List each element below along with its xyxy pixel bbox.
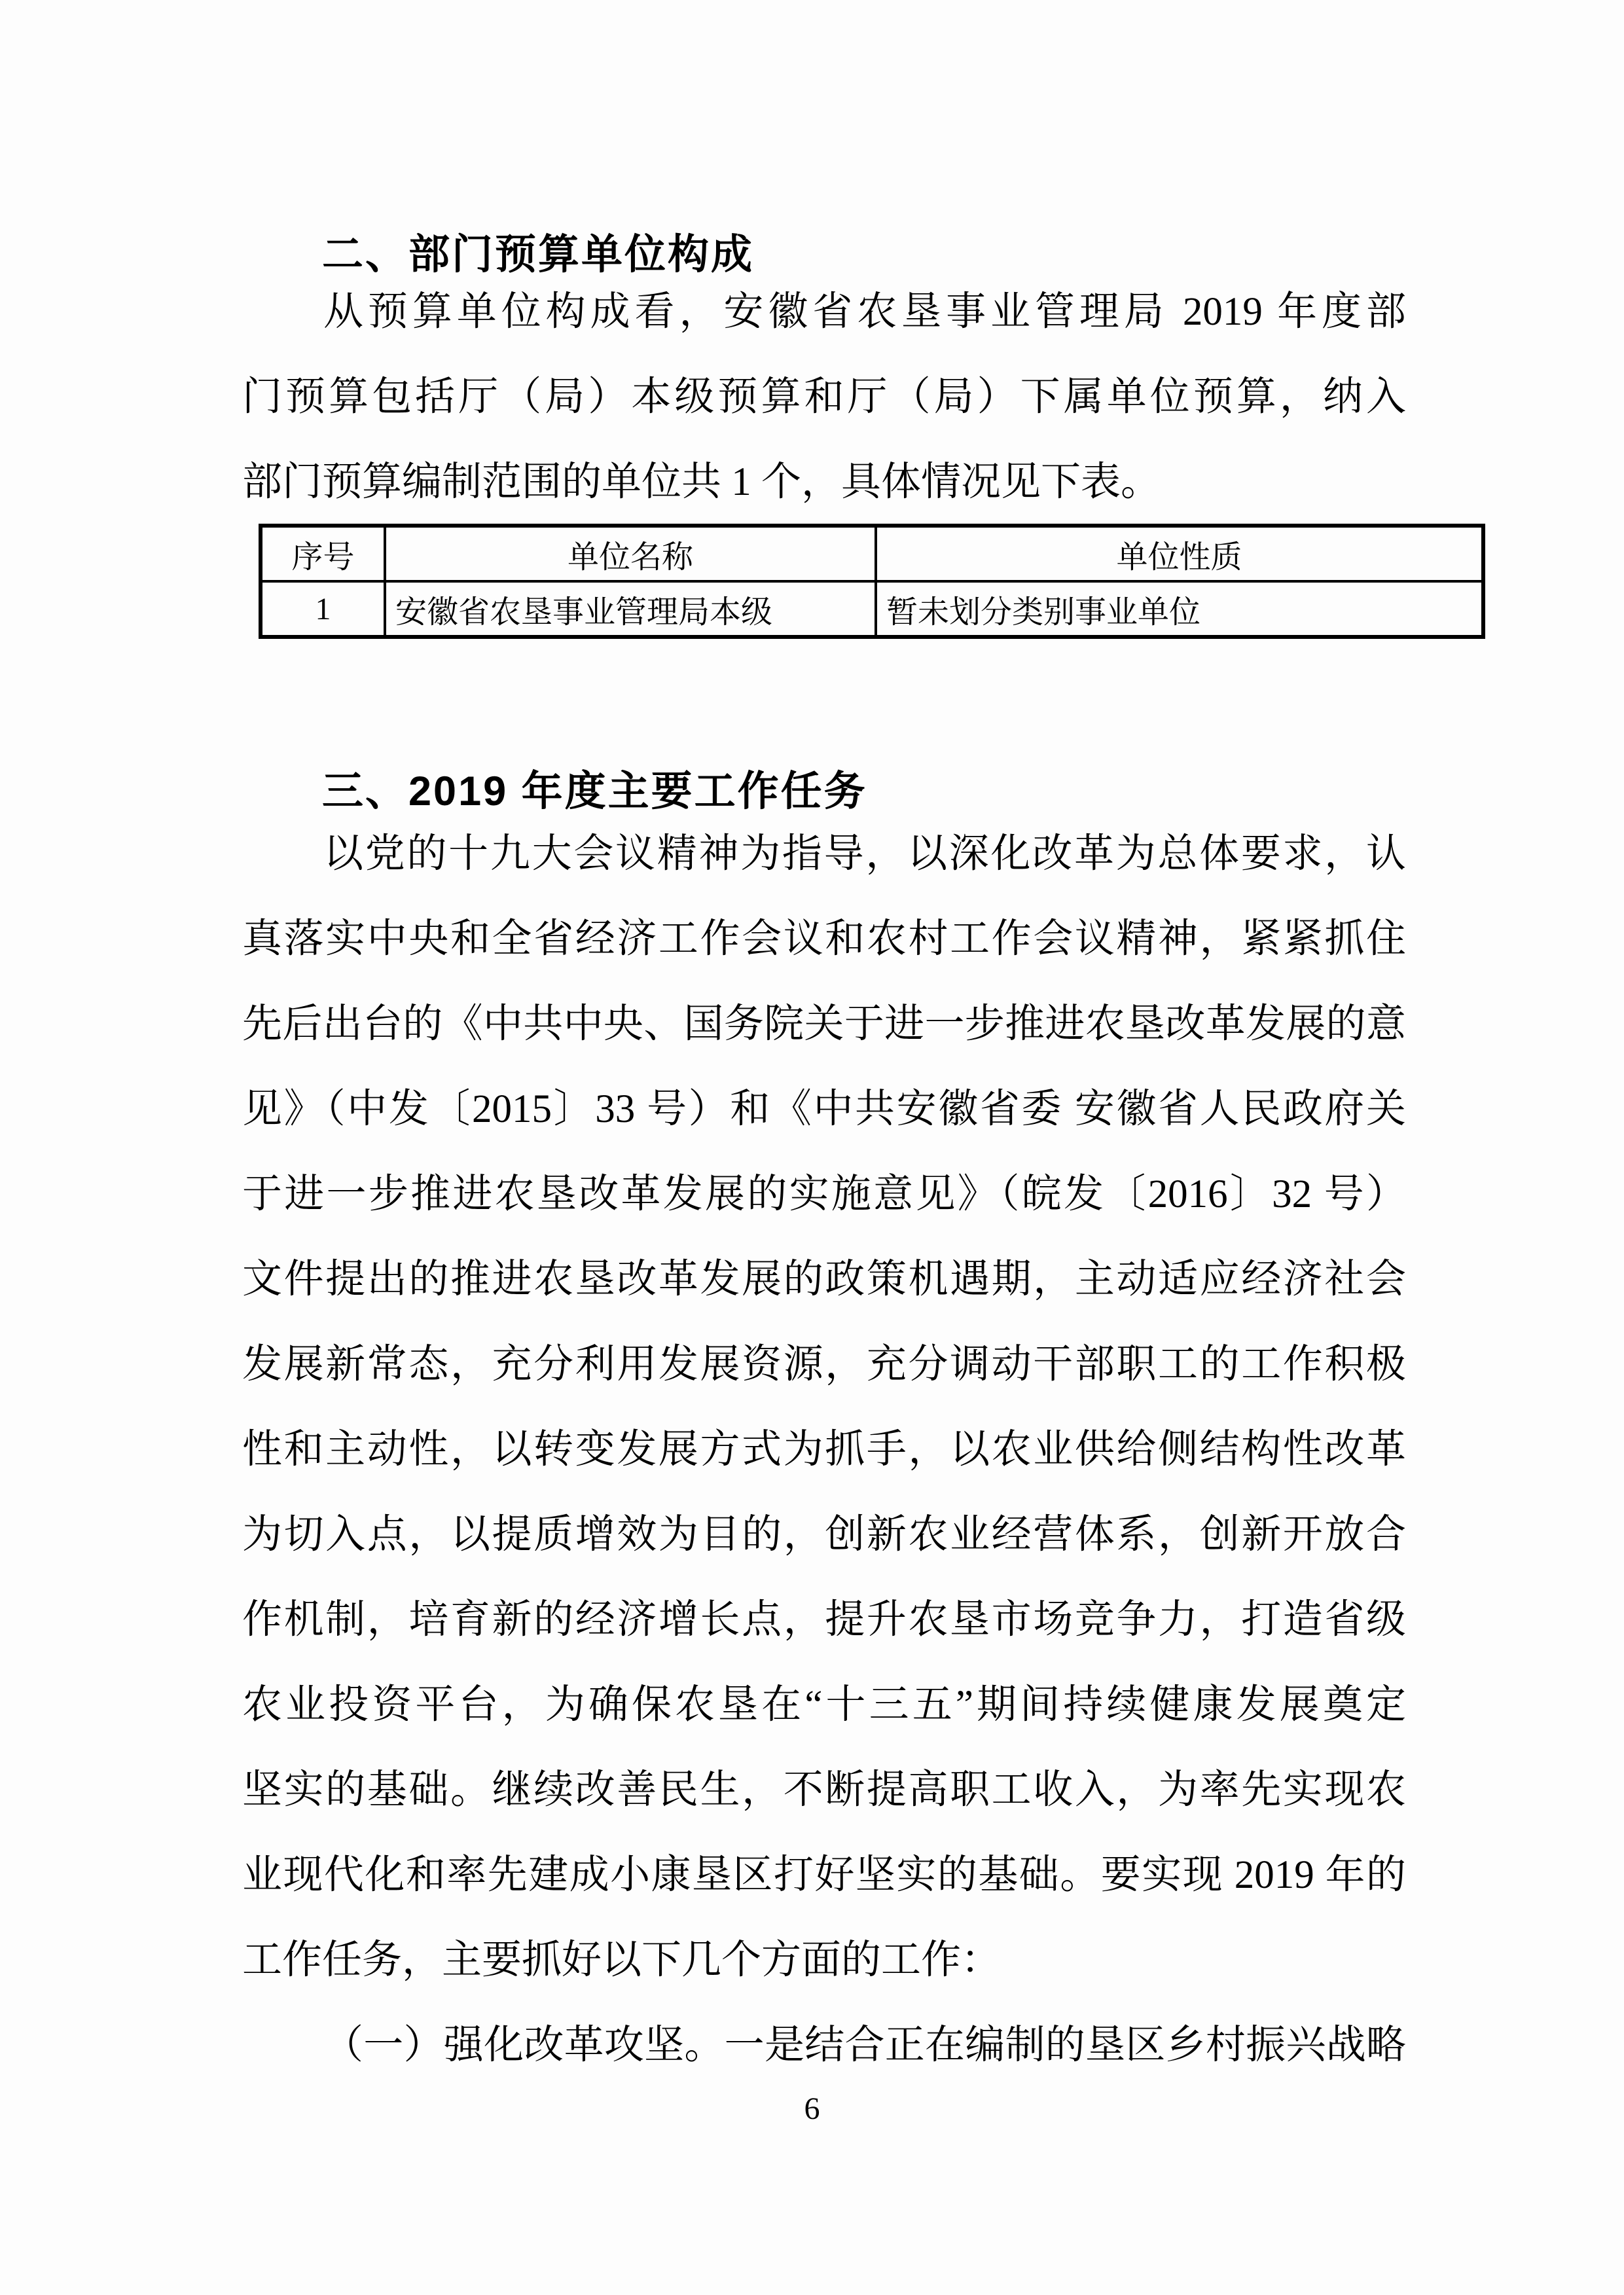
paragraph-line: 作机制，培育新的经济增长点，提升农垦市场竞争力，打造省级: [242, 1598, 1406, 1642]
paragraph-line: 见》（中发〔2015〕33 号）和《中共安徽省委 安徽省人民政府关: [242, 1087, 1406, 1131]
budget-units-table: [259, 524, 1485, 639]
table-cell-unit-type: 暂未划分类别事业单位: [876, 581, 1483, 637]
section-heading-budget-unit-composition: 二、部门预算单位构成: [322, 232, 754, 278]
section-heading-2019-work-tasks: 三、2019 年度主要工作任务: [322, 768, 867, 815]
paragraph-line: 从预算单位构成看，安徽省农垦事业管理局 2019 年度部: [323, 290, 1406, 334]
table-header-row: [261, 526, 1483, 581]
paragraph-line: 坚实的基础。继续改善民生，不断提高职工收入，为率先实现农: [242, 1768, 1406, 1812]
table-header-unit-name: 单位名称: [385, 526, 876, 581]
paragraph-line: （一）强化改革攻坚。一是结合正在编制的垦区乡村振兴战略: [323, 2023, 1406, 2067]
paragraph-line: 以党的十九大会议精神为指导，以深化改革为总体要求，认: [323, 832, 1406, 876]
paragraph-line: 先后出台的《中共中央、国务院关于进一步推进农垦改革发展的意: [242, 1002, 1406, 1046]
paragraph-line: 文件提出的推进农垦改革发展的政策机遇期，主动适应经济社会: [242, 1257, 1406, 1301]
page-number: 6: [804, 2091, 820, 2126]
table-header-index: 序号: [261, 526, 385, 581]
paragraph-line: 门预算包括厅（局）本级预算和厅（局）下属单位预算，纳入: [242, 375, 1406, 419]
work-tasks-paragraph: [242, 812, 1406, 2003]
table-cell-unit-name: 安徽省农垦事业管理局本级: [385, 581, 876, 637]
paragraph-line: 真落实中央和全省经济工作会议和农村工作会议精神，紧紧抓住: [242, 917, 1406, 961]
paragraph-line: 业现代化和率先建成小康垦区打好坚实的基础。要实现 2019 年的: [242, 1853, 1406, 1897]
budget-unit-composition-paragraph: [242, 270, 1406, 525]
paragraph-line: 性和主动性，以转变发展方式为抓手，以农业供给侧结构性改革: [242, 1428, 1406, 1472]
table-header-unit-type: 单位性质: [876, 526, 1483, 581]
table-row: [261, 581, 1483, 637]
reform-subsection-paragraph: [242, 2003, 1406, 2088]
paragraph-line: 发展新常态，充分利用发展资源，充分调动干部职工的工作积极: [242, 1343, 1406, 1386]
paragraph-line: 部门预算编制范围的单位共 1 个，具体情况见下表。: [242, 460, 1161, 504]
paragraph-line: 为切入点，以提质增效为目的，创新农业经营体系，创新开放合: [242, 1513, 1406, 1557]
paragraph-line: 农业投资平台，为确保农垦在“十三五”期间持续健康发展奠定: [242, 1683, 1406, 1727]
paragraph-line: 于进一步推进农垦改革发展的实施意见》（皖发〔2016〕32 号）: [242, 1172, 1406, 1216]
paragraph-line: 工作任务，主要抓好以下几个方面的工作：: [242, 1938, 1001, 1982]
table-cell-index: 1: [261, 581, 385, 637]
